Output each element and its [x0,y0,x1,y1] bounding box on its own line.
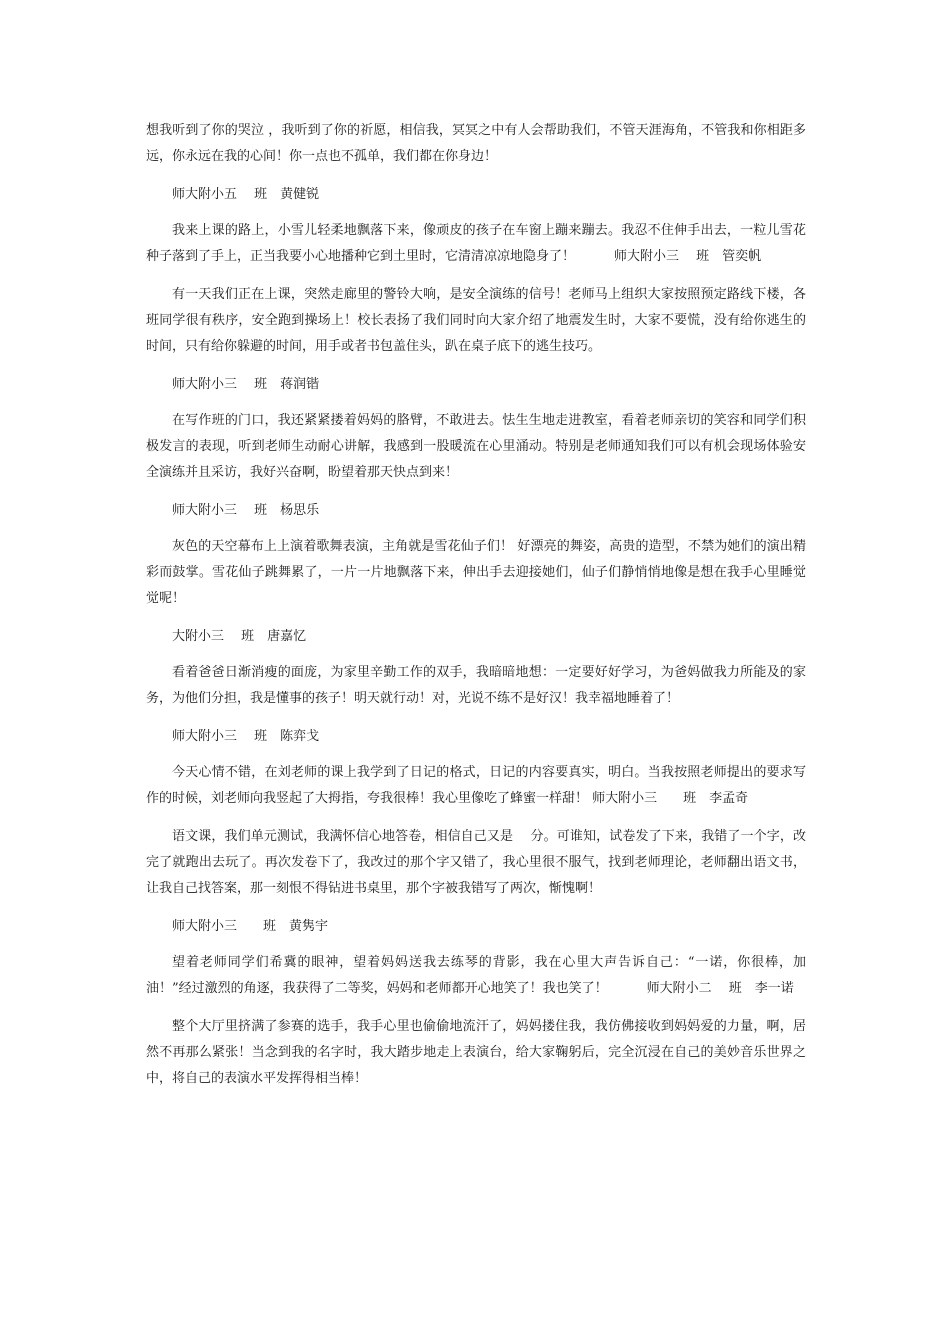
paragraph-9: 望着老师同学们希冀的眼神，望着妈妈送我去练琴的背影，我在心里大声告诉自己：“一诺，你很棒，加油！”经过激烈的角逐，我获得了二等奖，妈妈和老师都开心地笑了！我也笑了！ 师大附小二 班 李一诺 [146,955,806,996]
signature-4: 师大附小三 班 杨思乐 [172,503,320,518]
paragraph-6: 看着爸爸日渐消瘦的面庞，为家里辛勤工作的双手，我暗暗地想：一定要好好学习，为爸妈做我力所能及的家务，为他们分担，我是懂事的孩子！明天就行动！对，光说不练不是好汉！我幸福地睡着了！ [146,665,806,706]
inline-signature-9: 师大附小二 班 李一诺 [607,981,794,996]
paragraph-5: 灰色的天空幕布上上演着歌舞表演，主角就是雪花仙子们！ 好漂亮的舞姿，高贵的造型，不禁为她们的演出精彩而鼓掌。雪花仙子跳舞累了，一片一片地飘落下来，伸出手去迎接她们，仙子们静悄悄地像是想在我手心里睡觉觉呢！ [146,539,806,606]
paragraph-7: 今天心情不错，在刘老师的课上我学到了日记的格式，日记的内容要真实，明白。当我按照老师提出的要求写作的时候，刘老师向我竖起了大拇指，夸我很棒！我心里像吃了蜂蜜一样甜！ 师大附小三 班 李孟奇 [146,765,806,806]
inline-signature-2: 师大附小三 班 管奕帆 [575,249,762,264]
paragraph-2: 我来上课的路上，小雪儿轻柔地飘落下来，像顽皮的孩子在车窗上蹦来蹦去。我忍不住伸手出去，一粒儿雪花种子落到了手上，正当我要小心地播种它到土里时，它清清凉凉地隐身了！ 师大附小三 班 管奕帆 [146,223,806,264]
paragraph-8: 语文课，我们单元测试，我满怀信心地答卷，相信自己又是 分。可谁知，试卷发了下来，我错了一个字，改完了就跑出去玩了。再次发卷下了，我改过的那个字又错了，我心里很不服气，找到老师理论，老师翻出语文书，让我自己找答案，那一刻恨不得钻进书桌里，那个字被我错写了两次，惭愧啊！ [146,829,806,896]
signature-6: 师大附小三 班 陈弈戈 [172,729,320,744]
inline-signature-7: 师大附小三 班 李孟奇 [588,791,749,806]
document-page [146,118,806,1104]
paragraph-10: 整个大厅里挤满了参赛的选手，我手心里也偷偷地流汗了，妈妈搂住我，我仿佛接收到妈妈爱的力量，啊，居然不再那么紧张！当念到我的名字时，我大踏步地走上表演台，给大家鞠躬后，完全沉浸在自己的美妙音乐世界之中，将自己的表演水平发挥得相当棒！ [146,1019,806,1086]
signature-1: 师大附小五 班 黄健锐 [172,187,320,202]
signature-3: 师大附小三 班 蒋润锴 [172,377,320,392]
paragraph-1: 想我听到了你的哭泣 ，我听到了你的祈愿，相信我，冥冥之中有人会帮助我们，不管天涯海角，不管我和你相距多远，你永远在我的心间！你一点也不孤单，我们都在你身边！ [146,123,806,164]
signature-5: 大附小三 班 唐嘉忆 [172,629,307,644]
signature-8: 师大附小三 班 黄隽宇 [172,919,329,934]
paragraph-3: 有一天我们正在上课，突然走廊里的警铃大响，是安全演练的信号！老师马上组织大家按照预定路线下楼，各班同学很有秩序，安全跑到操场上！校长表扬了我们同时向大家介绍了地震发生时，大家不要慌，没有给你逃生的时间，只有给你躲避的时间，用手或者书包盖住头，趴在桌子底下的逃生技巧。 [146,287,806,354]
paragraph-4: 在写作班的门口，我还紧紧搂着妈妈的胳臂，不敢进去。怯生生地走进教室，看着老师亲切的笑容和同学们积极发言的表现，听到老师生动耐心讲解，我感到一股暖流在心里涌动。特别是老师通知我们可以有机会现场体验安全演练并且采访，我好兴奋啊，盼望着那天快点到来！ [146,413,806,480]
